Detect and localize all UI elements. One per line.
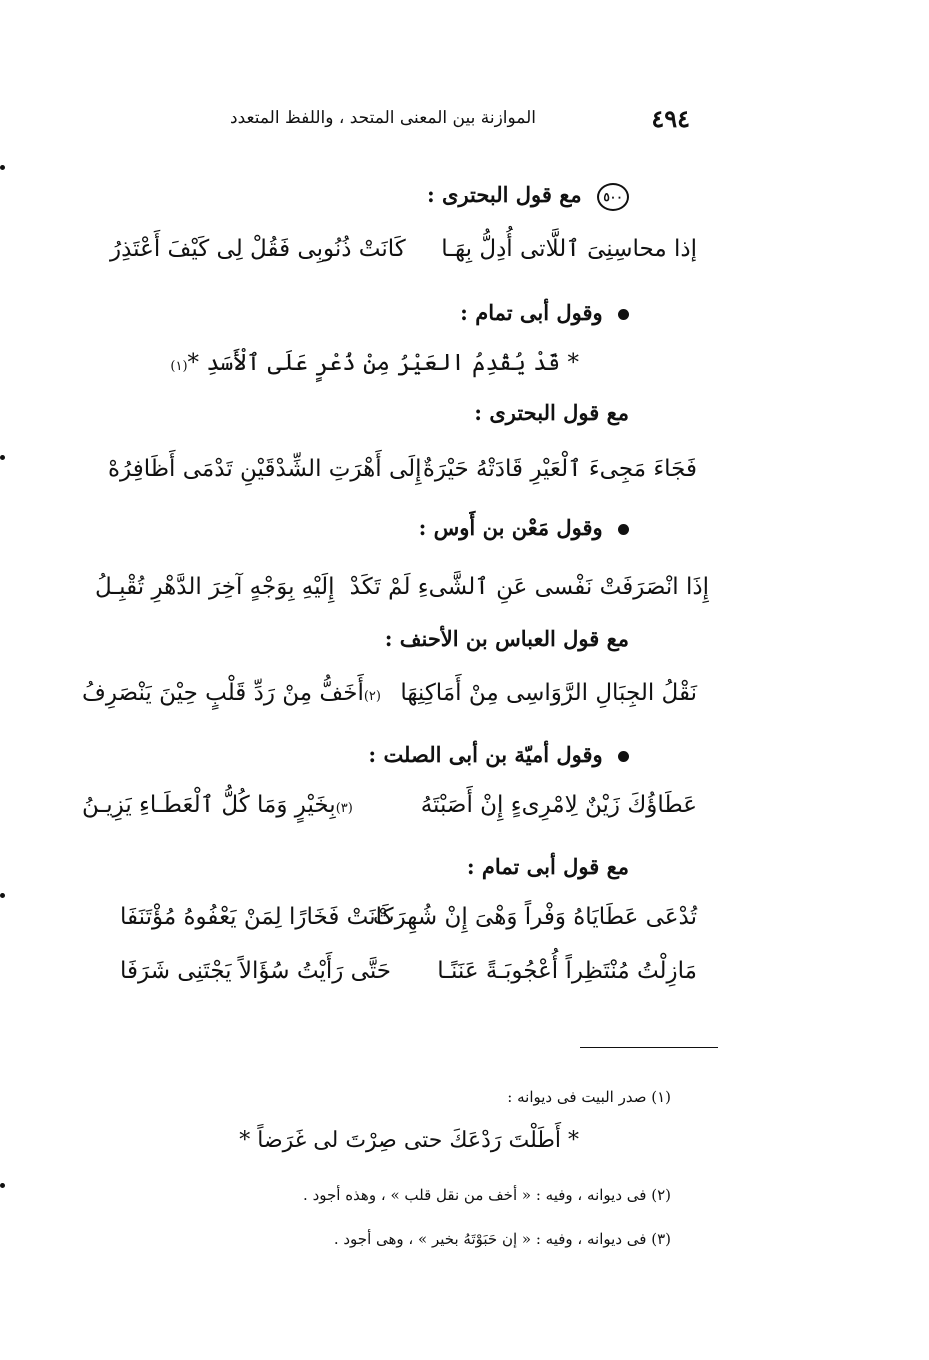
intro-text: مع قول أبى تمام : (466, 854, 629, 879)
intro-text: وقول أميّة بن أبى الصلت : (368, 742, 603, 767)
bullet-dot-icon (618, 751, 629, 762)
entry-intro (467, 854, 629, 879)
intro-text: مع قول البحترى : (426, 182, 582, 207)
running-title: الموازنة بين المعنى المتحد ، واللفظ المتعدد (230, 108, 537, 128)
entry-intro (368, 742, 629, 767)
verse-line (441, 236, 697, 262)
verse-second-hemistich: بِخَيْرٍ وَمَا كُلُّ ٱلْعَطَـاءِ يَزِيـنُ (82, 792, 336, 818)
scan-mark-dot (0, 893, 5, 898)
intro-text: وقول أبى تمام : (460, 300, 603, 325)
footnote-ref: (٢) (363, 689, 381, 704)
verse-first-hemistich: إِذَا انْصَرَفَتْ نَفْسى عَنِ ٱلشَّىءِ لَمْ تَكَدْ (349, 574, 709, 600)
verse-second-hemistich: كَانَتْ ذُنُوبِى فَقُلْ لِى كَيْفَ أَعْتَذِرُ (110, 236, 406, 262)
footnote-1: (١) صدر البيت فى ديوانه : (507, 1088, 671, 1106)
verse-line (350, 574, 709, 600)
verse-line (421, 792, 697, 818)
verse-line (437, 958, 697, 984)
scan-mark-dot (0, 455, 5, 460)
entry-intro (385, 626, 629, 651)
verse-second-hemistich: أَخَفُّ مِنْ رَدِّ قَلْبٍ حِيْنَ يَنْصَرِفُ (82, 680, 364, 706)
entry-intro (427, 182, 629, 211)
footnote-divider (580, 1047, 718, 1048)
verse-line (120, 958, 391, 984)
verse-line (373, 904, 697, 930)
footnote-3: (٣) فى ديوانه ، وفيه : « إن حَبَوْتَهُ بخير » ، وهى أجود . (333, 1230, 671, 1248)
scan-mark-dot (0, 1183, 5, 1188)
verse-second-hemistich: كَانَتْ فَخَارًا لِمَنْ يَعْفُوهُ مُؤْتَنَفَا (120, 904, 394, 930)
entry-intro (419, 515, 629, 540)
intro-text: مع قول العباس بن الأحنف : (384, 626, 629, 651)
page-header (230, 104, 700, 136)
intro-text: وقول مَعْن بن أَوس : (418, 515, 603, 540)
verse-first-hemistich: نَقْلُ الجِبَالِ الرَّوَاسِى مِنْ أَمَاكِنِهَا (400, 680, 697, 706)
footnote-1-verse: * أَطَلْتَ رَدْعَكَ حتى صِرْتَ لى غَرَضاً * (239, 1128, 579, 1153)
intro-text: مع قول البحترى : (474, 400, 629, 425)
verse-second-hemistich: حَتَّى رَأَيْتُ سُؤَالاً يَجْتَنِى شَرَفَا (120, 958, 391, 984)
bullet-dot-icon (618, 309, 629, 320)
verse-line (170, 350, 579, 376)
verse-first-hemistich: عَطَاؤُكَ زَيْنٌ لِامْرِىءٍ إِنْ أَصَبْتَهُ (420, 792, 697, 818)
entry-intro (460, 300, 629, 325)
bullet-dot-icon (618, 524, 629, 535)
verse-line (110, 236, 406, 262)
entry-number-badge: ٥٠٠ (597, 183, 629, 211)
verse-line (400, 680, 697, 706)
verse-line (423, 456, 697, 482)
verse-first-hemistich: مَازِلْتُ مُنْتَظِراً أُعْجُوبَـةً عَنَنًـا (437, 958, 697, 984)
footnote-2: (٢) فى ديوانه ، وفيه : « أخف من نقل قلب » ، وهذه أجود . (303, 1186, 671, 1204)
verse-line (95, 574, 334, 600)
verse-first-hemistich: فَجَاءَ مَجِىءَ ٱلْعَيْرِ قَادَتْهُ حَيْرَةٌ (422, 456, 697, 482)
verse-second-hemistich: إِلَى أَهْرَتِ الشِّدْقَيْنِ تَدْمَى أَظَافِرُهْ (108, 456, 422, 482)
verse-line (120, 904, 394, 930)
footnote-ref: (٣) (335, 801, 353, 816)
verse-first-hemistich: تُدْعَى عَطَايَاهُ وَفْراً وَهْىَ إِنْ شُهِرَتْ (372, 904, 697, 930)
verse-second-hemistich: إِلَيْهِ بِوَجْهٍ آخِرَ الدَّهْرِ تُقْبِـلُ (95, 574, 335, 600)
verse-first-hemistich: إذا محاسِنِىَ ٱللَّاتى أُدِلُّ بِهَـا (441, 236, 697, 262)
verse-line (108, 456, 422, 482)
footnote-ref: (١) (170, 359, 188, 374)
verse-line (82, 680, 381, 706)
entry-intro (474, 400, 629, 425)
scan-mark-dot (0, 165, 5, 170)
verse-hemistich: * قَدْ يُقْدِمُ العَيْرُ مِنْ ذُعْرٍ عَلَى ٱلْأَسَدِ * (187, 350, 579, 376)
page-number: ٤٩٤ (651, 104, 690, 133)
verse-line (82, 792, 353, 818)
